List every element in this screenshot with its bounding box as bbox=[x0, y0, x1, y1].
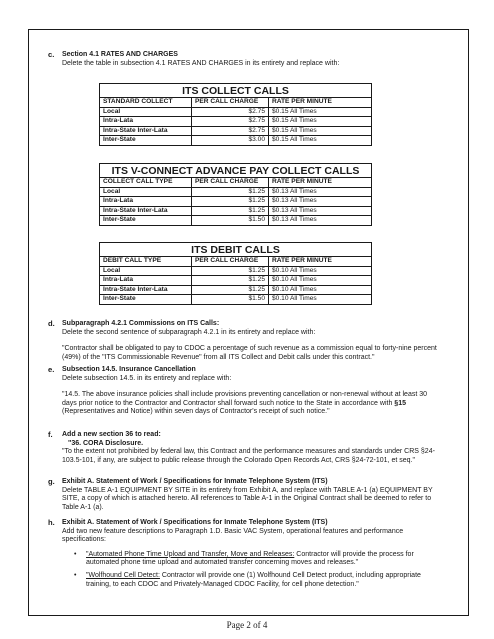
section-body: Delete the second sentence of subparagraph 4.2.1 in its entirety and replace with: bbox=[62, 328, 316, 336]
table-row bbox=[100, 107, 372, 117]
bullet-title: "Automated Phone Time Upload and Transfer, Move and Releases: bbox=[86, 550, 295, 558]
section-letter: c. bbox=[48, 50, 55, 59]
call-type: Inter-State bbox=[100, 136, 192, 146]
rate-per-minute: $0.13 All Times bbox=[269, 206, 372, 216]
rate-per-minute: $0.10 All Times bbox=[269, 266, 372, 276]
section-letter: h. bbox=[48, 518, 55, 527]
rate-per-minute: $0.10 All Times bbox=[269, 276, 372, 286]
section-body: Delete the table in subsection 4.1 RATES AND CHARGES in its entirety and replace with: bbox=[62, 59, 340, 67]
table-header: STANDARD COLLECT bbox=[100, 98, 192, 108]
per-call-charge: $1.25 bbox=[192, 285, 269, 295]
section-body: "To the extent not prohibited by federal law, this Contract and the performance measures and standards under CRS §24-103.5-101, if any, are subject to public release through the Colorado Open Records Act, CRS §24-72-101, et seq." bbox=[62, 448, 435, 464]
rate-per-minute: $0.10 All Times bbox=[269, 285, 372, 295]
table-header: PER CALL CHARGE bbox=[192, 257, 269, 267]
call-type: Intra-State Inter-Lata bbox=[100, 126, 192, 136]
bullet-title: "Wolfhound Cell Detect: bbox=[86, 571, 160, 579]
list-item bbox=[74, 572, 440, 589]
table-row bbox=[100, 126, 372, 136]
table-header: RATE PER MINUTE bbox=[269, 257, 372, 267]
table-row bbox=[100, 285, 372, 295]
table-row bbox=[100, 206, 372, 216]
bullet-text: Contractor will provide the process for automated phone time upload and automated transfer concerning moves and releases." bbox=[86, 550, 414, 567]
per-call-charge: $2.75 bbox=[192, 117, 269, 127]
per-call-charge: $2.75 bbox=[192, 126, 269, 136]
call-type: Inter-State bbox=[100, 216, 192, 226]
call-type: Intra-Lata bbox=[100, 276, 192, 286]
per-call-charge: $1.50 bbox=[192, 295, 269, 305]
per-call-charge: $1.50 bbox=[192, 216, 269, 226]
per-call-charge: $3.00 bbox=[192, 136, 269, 146]
section-d bbox=[48, 319, 440, 362]
call-type: Inter-State bbox=[100, 295, 192, 305]
table-header: COLLECT CALL TYPE bbox=[100, 178, 192, 188]
list-item bbox=[74, 551, 440, 568]
section-f bbox=[48, 430, 440, 465]
section-heading: Add a new section 36 to read: bbox=[62, 431, 161, 438]
call-type: Intra-Lata bbox=[100, 117, 192, 127]
section-body: Delete TABLE A-1 EQUIPMENT BY SITE in its entirety from Exhibit A, and replace with TABLE A-1 (a) EQUIPMENT BY SITE, a copy of which is attached hereto. All references to Table A-1 in the Original Contract shall be deemed to refer to Table A-1 (a). bbox=[62, 486, 433, 511]
section-e bbox=[48, 365, 440, 417]
table-row bbox=[100, 117, 372, 127]
call-type: Intra-Lata bbox=[100, 197, 192, 207]
section-c bbox=[48, 50, 340, 68]
section-letter: e. bbox=[48, 365, 55, 374]
section-h bbox=[48, 518, 440, 593]
per-call-charge: $1.25 bbox=[192, 187, 269, 197]
section-letter: f. bbox=[48, 430, 53, 439]
section-letter: g. bbox=[48, 477, 55, 486]
table-row bbox=[100, 216, 372, 226]
per-call-charge: $2.75 bbox=[192, 107, 269, 117]
per-call-charge: $1.25 bbox=[192, 266, 269, 276]
page-number: Page 2 of 4 bbox=[226, 620, 268, 630]
rate-per-minute: $0.13 All Times bbox=[269, 187, 372, 197]
section-letter: d. bbox=[48, 319, 55, 328]
table-header: DEBIT CALL TYPE bbox=[100, 257, 192, 267]
quote-text: "14.5. The above insurance policies shall include provisions preventing cancellation or non-renewal without at least 30 days prior notice to the Contractor and Contractor shall forward such notice to the State in accordance with bbox=[62, 391, 428, 407]
section-body: Add two new feature descriptions to Paragraph 1.D. Basic VAC System, operational features and performance specifications: bbox=[62, 527, 404, 544]
section-heading: Subsection 14.5. Insurance Cancellation bbox=[62, 366, 196, 373]
table-header: RATE PER MINUTE bbox=[269, 178, 372, 188]
bullet-icon: • bbox=[74, 571, 77, 579]
section-heading: Subparagraph 4.2.1 Commissions on ITS Calls: bbox=[62, 320, 220, 327]
rate-per-minute: $0.10 All Times bbox=[269, 295, 372, 305]
call-type: Intra-State Inter-Lata bbox=[100, 285, 192, 295]
rate-per-minute: $0.15 All Times bbox=[269, 117, 372, 127]
table-row bbox=[100, 197, 372, 207]
section-body: Delete subsection 14.5. in its entirety and replace with: bbox=[62, 374, 232, 382]
rate-per-minute: $0.13 All Times bbox=[269, 197, 372, 207]
per-call-charge: $1.25 bbox=[192, 206, 269, 216]
table-row bbox=[100, 187, 372, 197]
its-v-connect-table bbox=[99, 163, 372, 226]
call-type: Intra-State Inter-Lata bbox=[100, 206, 192, 216]
section-quote: "Contractor shall be obligated to pay to CDOC a percentage of such revenue as a commission equal to forty-nine percent (49%) of the "ITS Commissionable Revenue" from all ITS Collect and Debit calls under this contract." bbox=[62, 345, 437, 361]
bullet-text: Contractor will provide one (1) Wolfhound Cell Detect product, including appropriate training, to each CDOC and Privately-Managed CDOC Facility, for cell phone detection." bbox=[86, 571, 421, 588]
section-quote bbox=[62, 391, 440, 417]
section-subheading: "36. CORA Disclosure. bbox=[68, 439, 144, 447]
table-title: ITS DEBIT CALLS bbox=[100, 243, 372, 257]
rate-per-minute: $0.15 All Times bbox=[269, 107, 372, 117]
table-title: ITS V-CONNECT ADVANCE PAY COLLECT CALLS bbox=[100, 164, 372, 178]
per-call-charge: $1.25 bbox=[192, 197, 269, 207]
its-collect-calls-table bbox=[99, 83, 372, 146]
table-row bbox=[100, 276, 372, 286]
rate-per-minute: $0.15 All Times bbox=[269, 126, 372, 136]
table-header: RATE PER MINUTE bbox=[269, 98, 372, 108]
quote-bold-ref: §15 bbox=[394, 399, 406, 407]
section-heading: Exhibit A. Statement of Work / Specifications for Inmate Telephone System (ITS) bbox=[62, 519, 328, 526]
its-debit-calls-table bbox=[99, 242, 372, 305]
bullet-icon: • bbox=[74, 550, 77, 558]
section-heading: Exhibit A. Statement of Work / Specifications for Inmate Telephone System (ITS) bbox=[62, 478, 328, 485]
per-call-charge: $1.25 bbox=[192, 276, 269, 286]
rate-per-minute: $0.15 All Times bbox=[269, 136, 372, 146]
feature-list bbox=[74, 551, 440, 589]
table-row bbox=[100, 136, 372, 146]
quote-text: (Representatives and Notice) within seven days of Contractor's receipt of such notice." bbox=[62, 408, 330, 416]
rate-per-minute: $0.13 All Times bbox=[269, 216, 372, 226]
table-row bbox=[100, 295, 372, 305]
table-row bbox=[100, 266, 372, 276]
section-heading: Section 4.1 RATES AND CHARGES bbox=[62, 51, 178, 58]
call-type: Local bbox=[100, 107, 192, 117]
call-type: Local bbox=[100, 266, 192, 276]
table-header: PER CALL CHARGE bbox=[192, 98, 269, 108]
table-header: PER CALL CHARGE bbox=[192, 178, 269, 188]
table-title: ITS COLLECT CALLS bbox=[100, 84, 372, 98]
call-type: Local bbox=[100, 187, 192, 197]
section-g bbox=[48, 477, 440, 512]
